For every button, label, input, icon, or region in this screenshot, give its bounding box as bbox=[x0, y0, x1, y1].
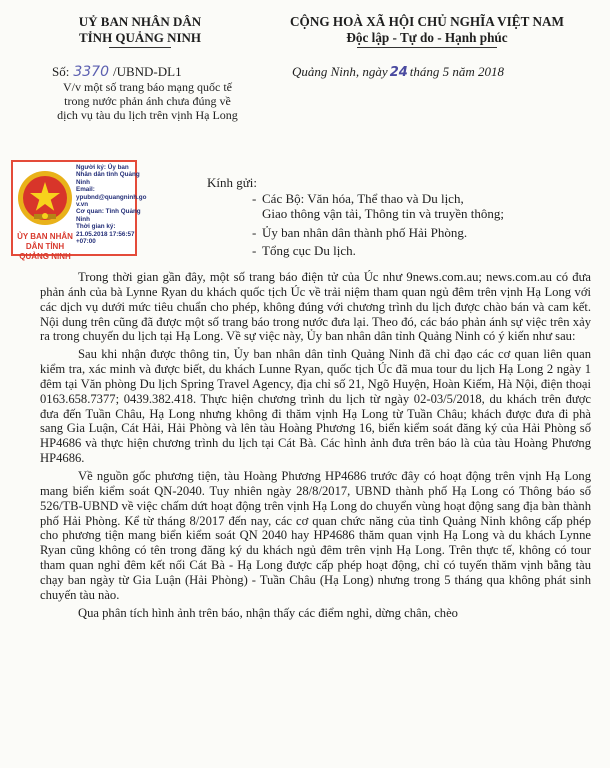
issuer-line2: TỈNH QUẢNG NINH bbox=[78, 30, 202, 45]
issuer-line1: UỶ BAN NHÂN DÂN bbox=[78, 14, 202, 29]
signature-line: Cơ quan: Tỉnh Quảng bbox=[76, 208, 141, 216]
national-header bbox=[262, 14, 592, 48]
body-paragraph: Qua phân tích hình ảnh trên báo, nhận thấy các điểm nghỉ, dừng chân, chèo bbox=[78, 605, 458, 620]
signature-line: Ninh bbox=[76, 215, 90, 223]
recipient-bullet: - bbox=[252, 225, 257, 240]
signature-line: v.vn bbox=[76, 201, 89, 209]
motto-underline bbox=[357, 47, 497, 48]
recipient-item bbox=[252, 243, 602, 258]
document-number bbox=[52, 64, 182, 80]
national-emblem-icon bbox=[17, 170, 73, 226]
recipient-item bbox=[252, 225, 602, 240]
body-paragraph: Trong thời gian gần đây, một số trang báo điện tử của Úc như 9news.com.au; news.com.au có đưa phản ánh của bà Lynne Ryan du khách quốc tịch Úc về trải niệm tham quan ngủ đêm trên vịnh Hạ Long với các dịch vụ dưới mức tiêu chuẩn cho phép, không đúng với chương trình du lịch được chào bán và cam kết. Nội dung trên cũng đã được một số trang báo trong nước đưa lại. Theo đó, các báo phản ánh sự việc trên xảy ra trong chuyến du lịch tại Hạ Long. Về sự việc này, Ủy ban nhân dân tỉnh Quảng Ninh có ý kiến như sau: bbox=[40, 270, 591, 344]
signature-line: Ninh bbox=[76, 178, 90, 186]
body-paragraph: Sau khi nhận được thông tin, Ủy ban nhân dân tỉnh Quảng Ninh đã chỉ đạo các cơ quan liên quan kiểm tra, xác minh và được biết, du khách Lunne Ryan, quốc tịch Úc đã mua tour du lịch Hạ Long 2 ngày 1 đêm tại Văn phòng Du lịch Spring Travel Agency, địa chỉ số 21, Ngõ Huyện, Hoàn Kiếm, Hà Nội, điện thoại 0163.658.7377; 0439.382.418. Thực hiện chương trình du lịch từ ngày 02-03/5/2018, du khách trên được đưa đến Tuần Châu, Hạ Long nhưng không đi thăm vịnh Hạ Long từ Tuần Châu; khách được đưa đi phà sang Gia Luận, Cát Hải, Hải Phòng và lên tàu Hoàng Phương 16, biển kiểm soát đăng ký của Hải Phòng số HP4686 và thực hiện chương trình du lịch tại Cát Bà. Các hình ảnh đưa trên báo là của tàu Hoàng Phương HP4686. bbox=[40, 347, 591, 466]
greeting: Kính gửi: bbox=[207, 175, 258, 190]
place-text: Quảng Ninh, ngày bbox=[292, 64, 388, 79]
ref-number: 3370 bbox=[73, 64, 109, 80]
recipient-bullet: - bbox=[252, 243, 257, 258]
signature-caption: ỦY BAN NHÂN DÂN TỈNH QUẢNG NINH bbox=[17, 232, 73, 261]
body-paragraph: Về nguồn gốc phương tiện, tàu Hoàng Phương HP4686 trước đây có hoạt động trên vịnh Hạ Long mang biển kiểm soát QN-2040. Tuy nhiên ngày 28/8/2017, UBND thành phố Hạ Long có Thông báo số 526/TB-UBND về việc chấm dứt hoạt động trên vịnh Hạ Long do chuyển vùng hoạt động sang địa bàn thành phố Hải Phòng. Kể từ tháng 8/2017 đến nay, các cơ quan chức năng của tỉnh Quảng Ninh không cấp phép cho phương tiện mang biển kiểm soát QN 2040 hay HP4686 thăm quan vịnh Hạ Long và du khách Lynne Ryan cũng không có tên trong đăng ký du khách ngủ đêm trên vịnh Hạ Long. Trên thực tế, không có tour tham quan nghỉ đêm kết nối Cát Bà - Hạ Long được cấp phép hoạt động, chỉ có tuyến thăm vịnh bằng tàu chạy ban ngày từ Gia Luận (Hải Phòng) - Tuần Châu (Hạ Long) nhưng trong 5 tháng qua không phát sinh chuyến tàu nào. bbox=[40, 468, 591, 602]
signature-line: ypubnd@quangninh.go bbox=[76, 193, 147, 201]
recipient-text: Tổng cục Du lịch. bbox=[262, 243, 356, 258]
national-title: CỘNG HOÀ XÃ HỘI CHỦ NGHĨA VIỆT NAM bbox=[290, 14, 564, 29]
recipient-text: Ủy ban nhân dân thành phố Hải Phòng. bbox=[262, 225, 468, 240]
signature-line: Nhân dân tỉnh Quảng bbox=[76, 171, 140, 179]
recipient-item bbox=[252, 191, 602, 206]
digital-signature-stamp bbox=[11, 160, 147, 261]
issuer-underline bbox=[109, 47, 171, 48]
date-rest: tháng 5 năm 2018 bbox=[409, 64, 505, 79]
ref-prefix: Số: bbox=[52, 64, 70, 79]
recipient-bullet: - bbox=[252, 191, 257, 206]
recipient-item bbox=[262, 206, 602, 221]
place-date bbox=[292, 64, 504, 80]
date-day: 24 bbox=[389, 65, 408, 80]
signature-line: Thời gian ký: bbox=[76, 223, 116, 231]
national-motto: Độc lập - Tự do - Hạnh phúc bbox=[346, 30, 508, 45]
recipient-text: Các Bộ: Văn hóa, Thể thao và Du lịch, bbox=[262, 191, 464, 206]
signature-line: +07:00 bbox=[76, 238, 96, 246]
signature-details bbox=[76, 164, 147, 246]
recipient-text: Giao thông vận tải, Thông tin và truyền thông; bbox=[262, 206, 505, 221]
document-subject: V/v một số trang báo mạng quốc tế trong nước phản ánh chưa đúng về dịch vụ tàu du lịch trên vịnh Hạ Long bbox=[57, 80, 238, 122]
signature-line: Email: bbox=[76, 186, 95, 194]
issuer-header bbox=[55, 14, 225, 48]
letter-body bbox=[40, 270, 591, 623]
signature-line: Người ký: Ủy ban bbox=[76, 164, 129, 171]
ref-suffix: /UBND-DL1 bbox=[112, 64, 182, 79]
signature-line: 21.05.2018 17:56:57 bbox=[76, 230, 135, 238]
